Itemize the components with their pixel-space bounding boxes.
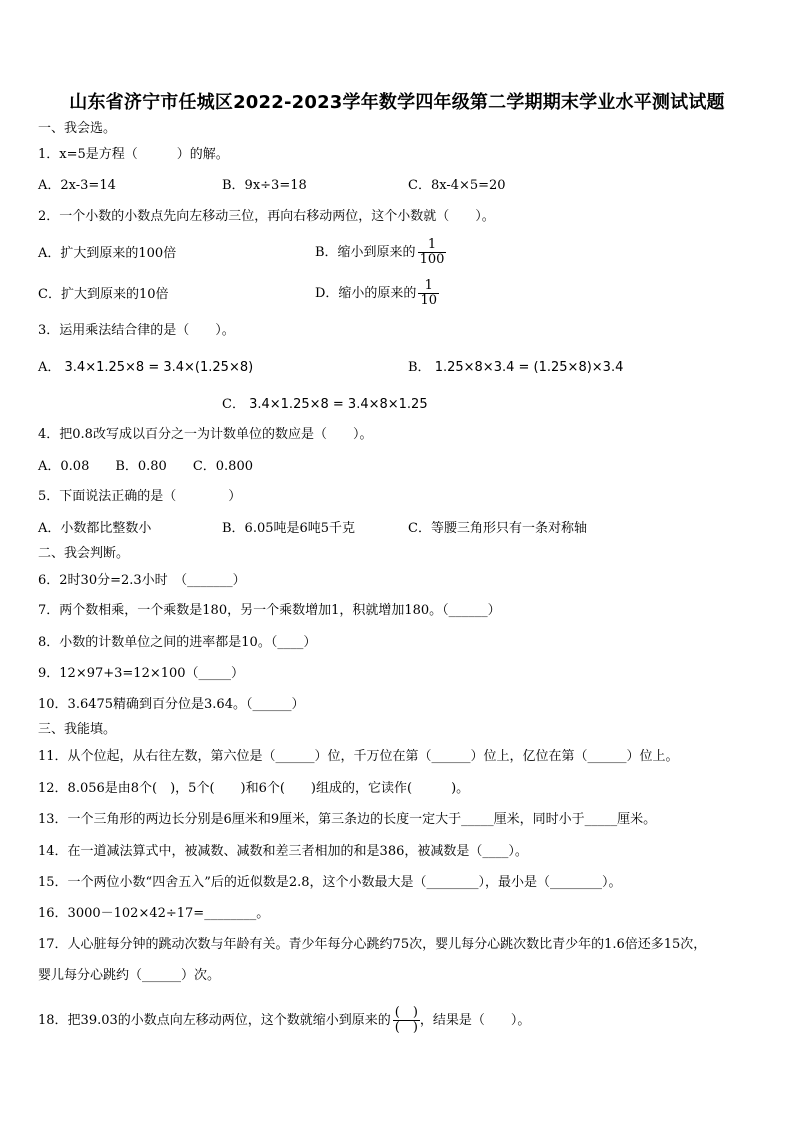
fill-item-15: 15．一个两位小数“四舍五入”后的近似数是2.8，这个小数最大是（________），最小是（________）。	[38, 875, 622, 890]
question-2-option-b-text: B．缩小到原来的	[315, 245, 416, 260]
question-2-option-b	[315, 238, 446, 267]
question-5-option-a: A．小数都比整数小	[38, 521, 152, 536]
question-1-stem: 1．x=5是方程（ ）的解。	[38, 147, 229, 162]
judge-item-6: 6．2时30分=2.3小时 （_______）	[38, 573, 246, 588]
judge-item-8: 8．小数的计数单位之间的进率都是10。（____）	[38, 635, 317, 650]
question-3-option-a-label: A．	[38, 360, 61, 375]
fraction-one-tenth	[418, 279, 439, 308]
judge-item-7: 7．两个数相乘，一个乘数是180，另一个乘数增加1，积就增加180。（______）	[38, 603, 501, 618]
question-2-option-d-text: D．缩小的原来的	[315, 286, 417, 301]
page-title: 山东省济宁市任城区2022-2023学年数学四年级第二学期期末学业水平测试试题	[69, 92, 725, 113]
question-3-option-b	[408, 360, 623, 376]
question-3-option-a-formula: 3.4×1.25×8 = 3.4×(1.25×8)	[64, 360, 254, 375]
question-3-option-c	[222, 397, 428, 413]
section-heading-judge: 二、我会判断。	[38, 546, 130, 561]
question-2-option-a: A．扩大到原来的100倍	[38, 246, 177, 261]
question-3-stem: 3．运用乘法结合律的是（ ）。	[38, 323, 235, 338]
fill-item-12: 12．8.056是由8个( )，5个( )和6个( )组成的，它读作( )。	[38, 781, 470, 796]
fraction-numerator: 1	[418, 238, 447, 253]
question-1-option-a: A．2x-3=14	[38, 178, 116, 193]
fill-item-18-text: 18．把39.03的小数点向左移动两位，这个数就缩小到原来的	[38, 1013, 391, 1028]
question-3-option-a	[38, 360, 253, 376]
fill-item-13: 13．一个三角形的两边长分别是6厘米和9厘米，第三条边的长度一定大于_____厘米，同时小于_____厘米。	[38, 812, 657, 827]
question-3-option-c-formula: 3.4×1.25×8 = 3.4×8×1.25	[249, 397, 428, 412]
fill-item-17-line-1: 17．人心脏每分钟的跳动次数与年龄有关。青少年每分心跳约75次，婴儿每分心跳次数比青少年的1.6倍还多15次，	[38, 937, 707, 952]
fraction-numerator-blank: ( )	[394, 1005, 418, 1020]
question-4-stem: 4．把0.8改写成以百分之一为计数单位的数应是（ ）。	[38, 427, 373, 442]
question-2-option-c: C．扩大到原来的10倍	[38, 287, 169, 302]
fraction-blank	[393, 1006, 420, 1035]
question-5-option-b: B．6.05吨是6吨5千克	[222, 521, 356, 536]
fraction-one-hundredth	[418, 238, 447, 267]
judge-item-9: 9．12×97+3=12×100（_____）	[38, 666, 245, 681]
question-5-stem: 5．下面说法正确的是（ ）	[38, 489, 242, 504]
question-3-option-b-formula: 1.25×8×3.4 = (1.25×8)×3.4	[434, 360, 624, 375]
section-heading-fill: 三、我能填。	[38, 722, 117, 737]
fill-item-11: 11．从个位起，从右往左数，第六位是（______）位，千万位在第（______）位上，亿位在第（______）位上。	[38, 749, 679, 764]
question-2-stem: 2．一个小数的小数点先向左移动三位，再向右移动两位，这个小数就（ ）。	[38, 209, 495, 224]
fill-item-16: 16．3000－102×42÷17=________。	[38, 906, 270, 921]
question-2-option-d	[315, 279, 439, 308]
question-3-option-c-label: C．	[222, 397, 245, 412]
question-3-option-b-label: B．	[408, 360, 431, 375]
fraction-numerator: 1	[418, 279, 439, 294]
fraction-denominator-blank: ( )	[394, 1020, 418, 1035]
fill-item-18-tail: ，结果是（ ）。	[419, 1013, 531, 1028]
question-1-option-b: B．9x÷3=18	[222, 178, 307, 193]
question-4-options: A．0.08 B．0.80 C．0.800	[38, 459, 253, 474]
section-heading-choose: 一、我会选。	[38, 121, 117, 136]
fraction-denominator: 100	[419, 252, 445, 267]
judge-item-10: 10．3.6475精确到百分位是3.64。（______）	[38, 697, 305, 712]
fill-item-18	[38, 1006, 530, 1035]
fraction-denominator: 10	[420, 293, 437, 308]
fill-item-17-line-2: 婴儿每分心跳约（______）次。	[38, 968, 221, 983]
fill-item-14: 14．在一道减法算式中，被减数、减数和差三者相加的和是386，被减数是（____）。	[38, 844, 528, 859]
question-5-option-c: C．等腰三角形只有一条对称轴	[408, 521, 587, 536]
question-1-option-c: C．8x-4×5=20	[408, 178, 506, 193]
